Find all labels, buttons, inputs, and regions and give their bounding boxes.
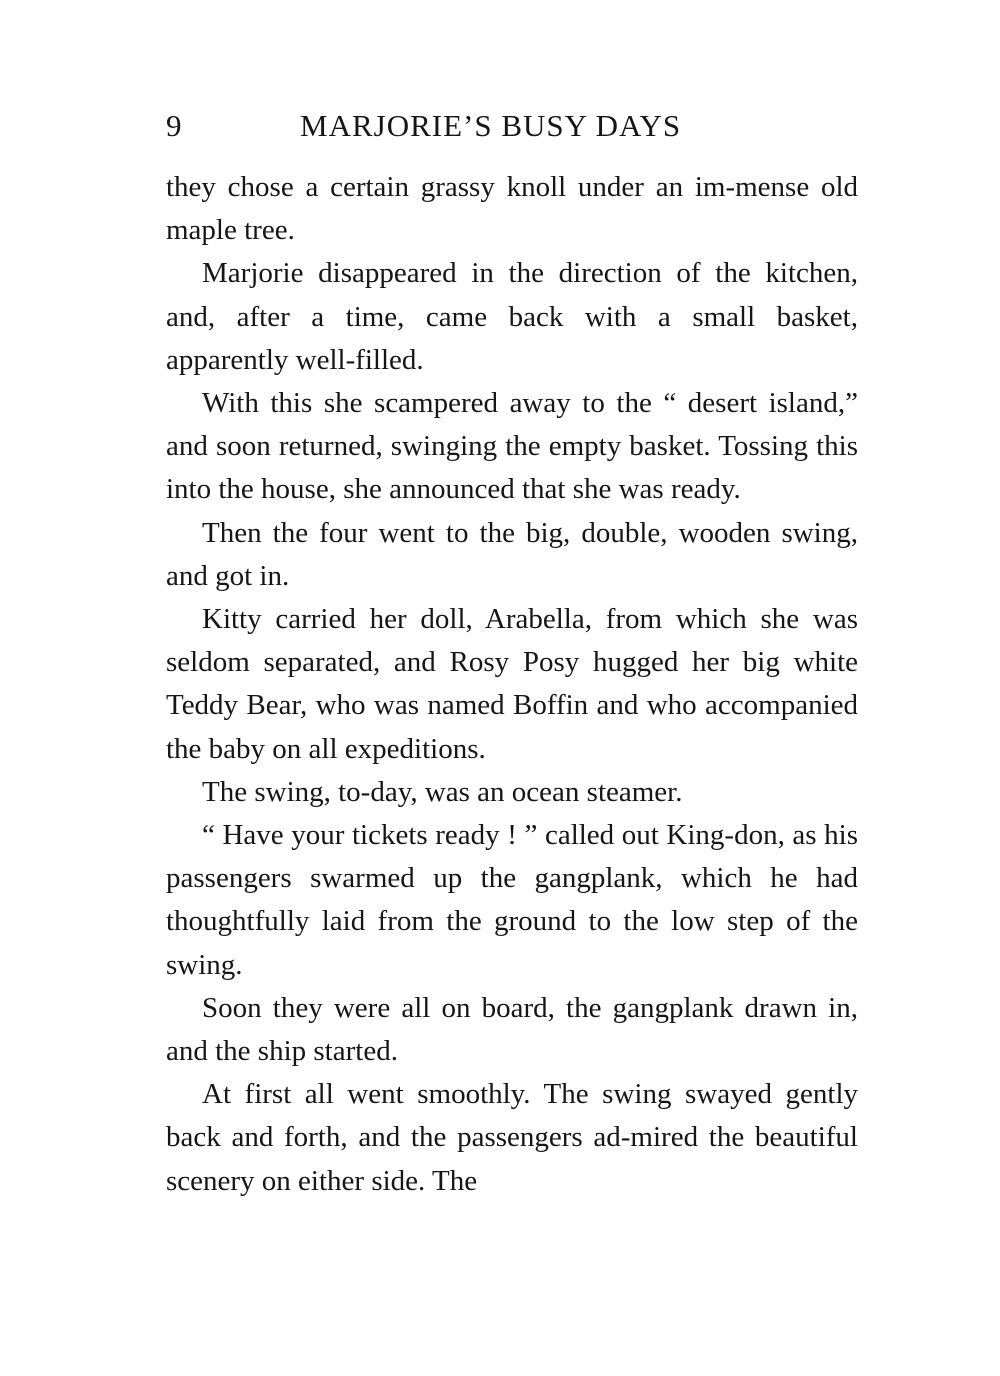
page-number: 9 [166,108,183,143]
paragraph: The swing, to-day, was an ocean steamer. [202,775,683,808]
paragraph: Soon they were all on board, the gangplank drawn in, and the ship started. [166,991,858,1068]
paragraph: Marjorie disappeared in the direction of the kitchen, and, after a time, came back with a small basket, apparently well-filled. [166,257,858,376]
paragraph: they chose a certain grassy knoll under an im-mense old maple tree. [166,171,858,247]
paragraph: “ Have your tickets ready ! ” called out King-don, as his passengers swarmed up the gangplank, which he had thoughtfully laid from the ground to the low step of the swing. [166,819,858,981]
body-text [166,166,858,1203]
paragraph: With this she scampered away to the “ desert island,” and soon returned, swinging the empty basket. Tossing this into the house, she announced that she was ready. [166,387,858,506]
paragraph: Kitty carried her doll, Arabella, from which she was seldom separated, and Rosy Posy hugged her big white Teddy Bear, who was named Boffin and who accompanied the baby on all expeditions. [166,603,858,765]
paragraph: At first all went smoothly. The swing swayed gently back and forth, and the passengers ad-mired the beautiful scenery on either side. The [166,1078,858,1197]
page-header [166,106,858,146]
paragraph: Then the four went to the big, double, wooden swing, and got in. [166,516,858,592]
running-title: MARJORIE’S BUSY DAYS [300,108,682,143]
